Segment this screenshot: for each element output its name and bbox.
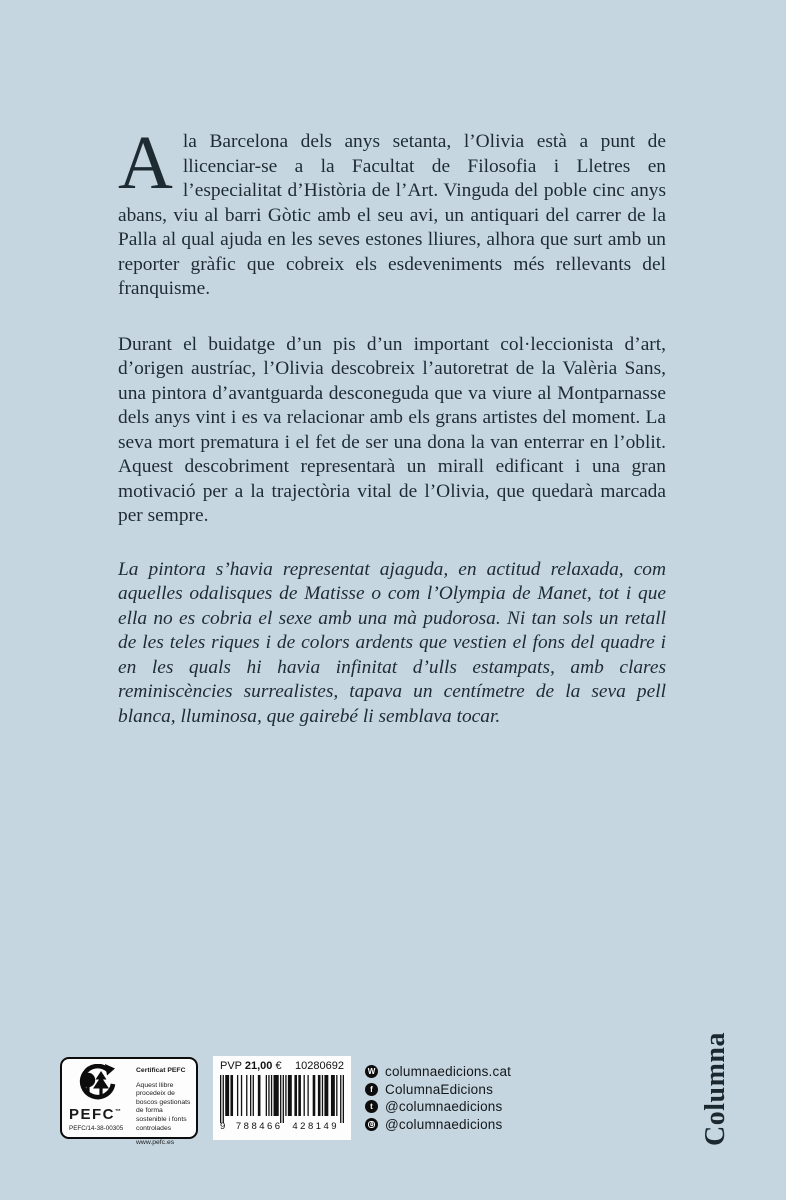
twitter-row (365, 1098, 511, 1116)
price-row (220, 1060, 344, 1073)
ean13-barcode (220, 1075, 344, 1123)
instagram-icon (365, 1118, 378, 1131)
synopsis-paragraph-2: Durant el buidatge d’un pis d’un important col·leccionista d’art, d’origen austríac, l’Olivia descobreix l’autoretrat de la Valèria Sans, una pintora d’avantguarda desconeguda que va viure al Montparnasse dels anys vint i es va relacionar amb els grans artistes del moment. La seva mort prematura i el fet de ser una dona la van enterrar en l’oblit. Aquest descobriment representarà un mirall edificant i una gran motivació per a la trajectòria vital de l’Olivia, que quedarà marcada per sempre. (118, 333, 666, 526)
instagram-row (365, 1116, 511, 1134)
price-label: PVP (220, 1060, 242, 1072)
web-icon: W (365, 1065, 378, 1078)
synopsis-paragraph-3: La pintora s’havia representat ajaguda, en actitud relaxada, com aquelles odalisques de Matisse o com l’Olympia de Manet, tot i que ella no es cobria el sexe amb una mà pudorosa. Ni tan sols un retall de les teles riques i de colors ardents que vestien el fons del quadre i en les quals hi havia infinitat d’ulls estampats, amb clares reminiscències surrealistes, tapava un centímetre de la seva pell blanca, lluminosa, que gairebé li semblava tocar. (118, 558, 666, 727)
price-currency: € (275, 1060, 282, 1072)
synopsis-block (118, 121, 666, 729)
edition-reference-number: 10280692 (295, 1060, 344, 1072)
barcode-digits-right: 428149 (292, 1121, 340, 1132)
barcode-digits (220, 1122, 344, 1132)
website-row (365, 1063, 511, 1081)
pefc-text-column (131, 1064, 191, 1147)
pefc-trees-icon (72, 1064, 119, 1104)
facebook-handle: ColumnaEdicions (385, 1081, 494, 1097)
facebook-icon: f (365, 1083, 378, 1096)
pefc-url: www.pefc.es (136, 1139, 175, 1147)
pefc-certificate-title: Certificat PEFC (136, 1067, 186, 1074)
twitter-icon: t (365, 1100, 378, 1113)
price (220, 1060, 282, 1073)
pefc-certificate-text: Aquest llibre procedeix de boscos gestionats de forma sostenible i fonts controlades (136, 1081, 191, 1132)
synopsis-paragraph-1 (118, 121, 666, 302)
website-url: columnaedicions.cat (385, 1064, 512, 1080)
dropcap-letter: A (118, 121, 173, 205)
barcode-panel (213, 1056, 351, 1140)
twitter-handle: @columnaedicions (385, 1099, 503, 1115)
pefc-logo-column (69, 1064, 131, 1133)
pefc-wordmark: PEFC™ (69, 1106, 122, 1123)
instagram-handle: @columnaedicions (385, 1116, 503, 1132)
trademark-symbol: ™ (115, 1109, 122, 1115)
paragraph-1-text: la Barcelona dels anys setanta, l’Olivia està a punt de llicenciar-se a la Facultat de Filosofia i Lletres en l’especialitat d’Història de l’Art. Vinguda del poble cinc anys abans, viu al barri Gòtic amb el seu avi, un antiquari del carrer de la Palla al qual ajuda en les seves estones lliures, alhora que surt amb un reporter gràfic que cobreix els esdeveniments més rellevants del franquisme. (118, 131, 666, 299)
barcode-digits-left: 788466 (235, 1121, 283, 1132)
pefc-certification-box (60, 1057, 198, 1147)
price-amount: 21,00 (244, 1060, 273, 1072)
pefc-licence-code: PEFC/14-38-00305 (69, 1125, 124, 1132)
barcode-digit-lead: 9 (220, 1121, 226, 1132)
social-links-block (365, 1063, 511, 1133)
publisher-logo: Columna (700, 1032, 731, 1146)
facebook-row (365, 1081, 511, 1099)
